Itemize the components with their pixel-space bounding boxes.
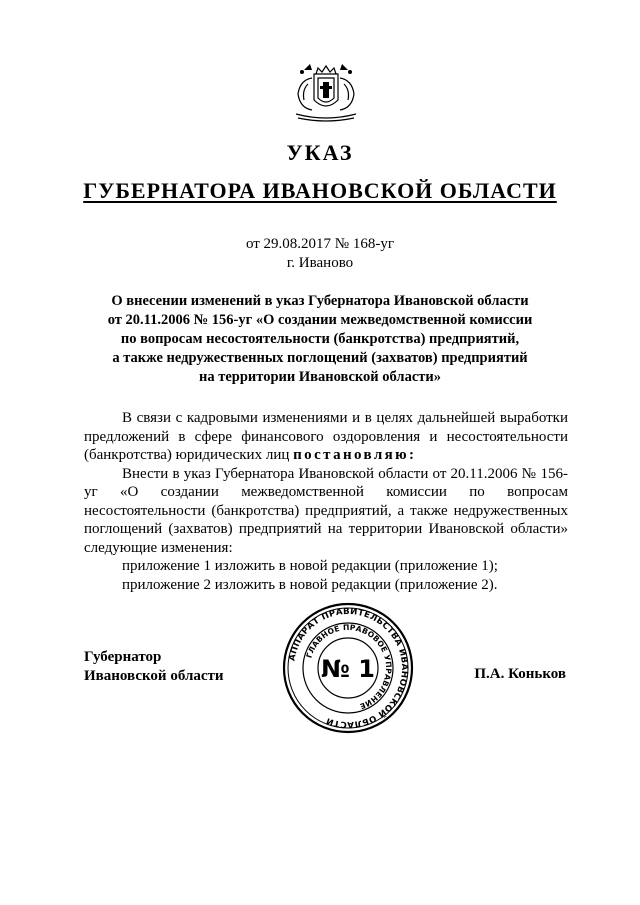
stamp-inner-text: ГЛАВНОЕ ПРАВОВОЕ УПРАВЛЕНИЕ	[304, 622, 394, 711]
subject-line: а также недружественных поглощений (захватов) предприятий	[112, 350, 528, 366]
document-title: УКАЗ	[286, 140, 354, 165]
official-stamp-icon	[282, 602, 414, 734]
body-paragraph-2: Внести в указ Губернатора Ивановской области от 20.11.2006 № 156-уг «О создании межведомственной комиссии по вопросам несостоятельности (банкротства) предприятий, а также недружественных поглощений (захватов) предприятий на территории Ивановской области» следующие изменения:	[84, 465, 568, 556]
body-item-2: приложение 2 изложить в новой редакции (приложение 2).	[122, 576, 498, 593]
stamp-number: № 1	[321, 655, 375, 683]
body-paragraph-1-text: В связи с кадровыми изменениями и в целях дальнейшей выработки предложений в сфере финансового оздоровления и несостоятельности (банкротства) юридических лиц	[84, 410, 568, 463]
subject-line: от 20.11.2006 № 156-уг «О создании межведомственной комиссии	[107, 312, 533, 328]
document-body	[84, 409, 568, 594]
signatory-position-line: Губернатор	[84, 649, 162, 665]
document-city: г. Иваново	[286, 255, 354, 271]
subject-line: на территории Ивановской области»	[199, 369, 441, 385]
signatory-position-line: Ивановской области	[84, 668, 224, 684]
subject-line: по вопросам несостоятельности (банкротства) предприятий,	[120, 331, 520, 347]
body-paragraph-1	[84, 409, 568, 465]
document-issuer: ГУБЕРНАТОРА ИВАНОВСКОЙ ОБЛАСТИ	[83, 178, 557, 203]
document-subject	[90, 292, 550, 387]
signatory-position	[84, 648, 224, 686]
subject-line: О внесении изменений в указ Губернатора Ивановской области	[111, 293, 529, 309]
stamp-outer-text: АППАРАТ ПРАВИТЕЛЬСТВА ИВАНОВСКОЙ ОБЛАСТИ	[287, 606, 410, 730]
coat-of-arms-icon	[290, 60, 362, 124]
resolution-keyword: постановляю:	[293, 447, 417, 463]
body-item-1: приложение 1 изложить в новой редакции (приложение 1);	[122, 558, 498, 574]
signatory-name: П.А. Коньков	[474, 666, 566, 682]
document-date-number: от 29.08.2017 № 168-уг	[245, 236, 395, 252]
